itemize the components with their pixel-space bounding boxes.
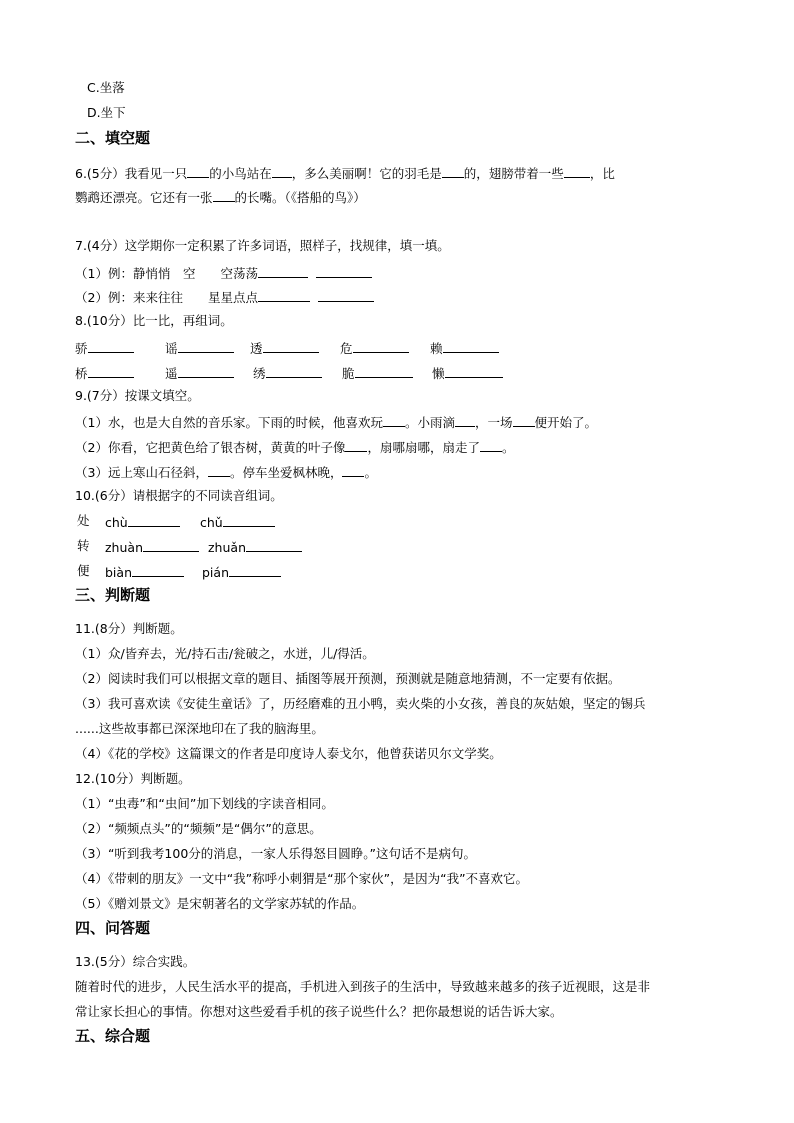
section-title-comprehensive: 五、综合题 xyxy=(75,1027,151,1045)
question-7-item-1 xyxy=(75,264,372,282)
q10-character: 处 xyxy=(77,513,90,528)
section-title-fill-blank: 二、填空题 xyxy=(75,129,151,147)
answer-blank[interactable] xyxy=(263,339,319,353)
question-13-body-1: 随着时代的进步，人民生活水平的提高，手机进入到孩子的生活中，导致越来越多的孩子近视眼，这是非 xyxy=(75,979,651,994)
q8-word-cell: 脆 xyxy=(342,364,413,382)
section-title-qa: 四、问答题 xyxy=(75,919,151,937)
q8-word-cell: 骄 xyxy=(75,339,134,357)
question-12-item-5: （5）《赠刘景文》是宋朝著名的文学家苏轼的作品。 xyxy=(75,896,365,911)
answer-blank[interactable] xyxy=(316,264,372,278)
question-11-item-2: （2）阅读时我们可以根据文章的题目、插图等展开预测，预测就是随意地猜测，不一定要有依据。 xyxy=(75,671,621,686)
answer-blank[interactable] xyxy=(178,339,234,353)
question-13-body-2: 常让家长担心的事情。你想对这些爱看手机的孩子说些什么？把你最想说的话告诉大家。 xyxy=(75,1004,563,1019)
answer-blank[interactable] xyxy=(345,438,367,452)
question-11-item-4: （4）《花的学校》这篇课文的作者是印度诗人泰戈尔，他曾获诺贝尔文学奖。 xyxy=(75,746,502,761)
answer-blank[interactable] xyxy=(272,164,292,178)
question-10-heading: 10.(6分）请根据字的不同读音组词。 xyxy=(75,488,283,503)
q6-text-1: 6.(5分）我看见一只 xyxy=(75,166,188,181)
q10-reading-cell: pián xyxy=(202,563,281,581)
q10-reading-cell: biàn xyxy=(105,563,184,581)
q10-reading-cell: zhuàn xyxy=(105,538,199,556)
q10-character: 便 xyxy=(77,563,90,578)
q8-word-cell: 谣 xyxy=(165,339,234,357)
answer-blank[interactable] xyxy=(266,364,322,378)
question-11-item-1: （1）众/皆弃去，光/持石击/瓮破之，水迸，儿/得活。 xyxy=(75,646,375,661)
answer-blank[interactable] xyxy=(88,364,134,378)
q6-text-4: 的，翅膀带着一些 xyxy=(463,166,564,181)
question-11-heading: 11.(8分）判断题。 xyxy=(75,621,183,636)
q10-reading-cell: chù xyxy=(105,513,180,531)
question-7-item-2 xyxy=(75,288,374,306)
question-6-line-2 xyxy=(75,188,366,206)
q8-word-cell: 赖 xyxy=(430,339,499,357)
answer-blank[interactable] xyxy=(353,339,409,353)
answer-blank[interactable] xyxy=(178,364,234,378)
answer-blank[interactable] xyxy=(442,164,464,178)
q6-text-2: 的小鸟站在 xyxy=(209,166,272,181)
question-7-heading: 7.(4分）这学期你一定积累了许多词语，照样子，找规律，填一填。 xyxy=(75,238,450,253)
question-11-item-3-cont: ......这些故事都已深深地印在了我的脑海里。 xyxy=(75,721,324,736)
answer-blank[interactable] xyxy=(455,413,475,427)
q8-word-cell: 懒 xyxy=(432,364,503,382)
q8-word-cell: 遥 xyxy=(165,364,234,382)
answer-blank[interactable] xyxy=(88,339,134,353)
answer-blank[interactable] xyxy=(132,563,184,577)
question-12-item-3: （3）“听到我考100分的消息，一家人乐得怒目圆睁。”这句话不是病句。 xyxy=(75,846,477,861)
q10-character: 转 xyxy=(77,538,90,553)
answer-blank[interactable] xyxy=(223,513,275,527)
q8-word-cell: 危 xyxy=(340,339,409,357)
question-12-item-4: （4）《带刺的朋友》一文中“我”称呼小刺猬是“那个家伙”，是因为“我”不喜欢它。 xyxy=(75,871,529,886)
q10-reading-cell: zhuǎn xyxy=(208,538,302,556)
q8-word-cell: 绣 xyxy=(253,364,322,382)
question-9-heading: 9.(7分）按课文填空。 xyxy=(75,388,200,403)
q6-text-6: 鹦鹉还漂亮。它还有一张 xyxy=(75,190,213,205)
question-8-heading: 8.(10分）比一比，再组词。 xyxy=(75,313,233,328)
q6-text-5: ，比 xyxy=(589,166,615,181)
q7-example-2: （2）例：来来往往 星星点点 xyxy=(75,290,258,305)
question-11-item-3: （3）我可喜欢读《安徒生童话》了，历经磨难的丑小鸭，卖火柴的小女孩，善良的灰姑娘，坚定的锡兵 xyxy=(75,696,646,711)
question-9-item-1: （1）水，也是大自然的音乐家。下雨的时候，他喜欢玩 。小雨滴 ，一场 便开始了。 xyxy=(75,415,598,430)
option-d: D.坐下 xyxy=(87,105,126,120)
answer-blank[interactable] xyxy=(258,288,310,302)
q7-example-1: （1）例：静悄悄 空 空荡荡 xyxy=(75,266,258,281)
q6-text-3: ，多么美丽啊！它的羽毛是 xyxy=(291,166,442,181)
answer-blank[interactable] xyxy=(213,188,235,202)
answer-blank[interactable] xyxy=(318,288,374,302)
question-12-heading: 12.(10分）判断题。 xyxy=(75,771,191,786)
answer-blank[interactable] xyxy=(342,463,364,477)
answer-blank[interactable] xyxy=(143,538,199,552)
answer-blank[interactable] xyxy=(258,264,308,278)
answer-blank[interactable] xyxy=(445,364,503,378)
section-title-judgment: 三、判断题 xyxy=(75,586,151,604)
option-c: C.坐落 xyxy=(87,80,125,95)
answer-blank[interactable] xyxy=(513,413,535,427)
answer-blank[interactable] xyxy=(128,513,180,527)
answer-blank[interactable] xyxy=(443,339,499,353)
q8-word-cell: 桥 xyxy=(75,364,134,382)
q6-text-7: 的长嘴。（《搭船的鸟》） xyxy=(234,190,366,205)
question-13-heading: 13.(5分）综合实践。 xyxy=(75,954,196,969)
answer-blank[interactable] xyxy=(208,463,230,477)
answer-blank[interactable] xyxy=(383,413,405,427)
answer-blank[interactable] xyxy=(187,164,209,178)
q10-reading-cell: chǔ xyxy=(200,513,275,531)
question-6-line-1 xyxy=(75,164,615,182)
question-12-item-1: （1）“虫毒”和“虫间”加下划线的字读音相同。 xyxy=(75,796,334,811)
question-12-item-2: （2）“频频点头”的“频频”是“偶尔”的意思。 xyxy=(75,821,322,836)
question-9-item-3: （3）远上寒山石径斜， 。停车坐爱枫林晚， 。 xyxy=(75,465,377,480)
answer-blank[interactable] xyxy=(229,563,281,577)
answer-blank[interactable] xyxy=(480,438,502,452)
q8-word-cell: 透 xyxy=(250,339,319,357)
answer-blank[interactable] xyxy=(564,164,590,178)
answer-blank[interactable] xyxy=(355,364,413,378)
question-9-item-2: （2）你看，它把黄色给了银杏树，黄黄的叶子像 ，扇哪扇哪，扇走了 。 xyxy=(75,440,515,455)
answer-blank[interactable] xyxy=(246,538,302,552)
